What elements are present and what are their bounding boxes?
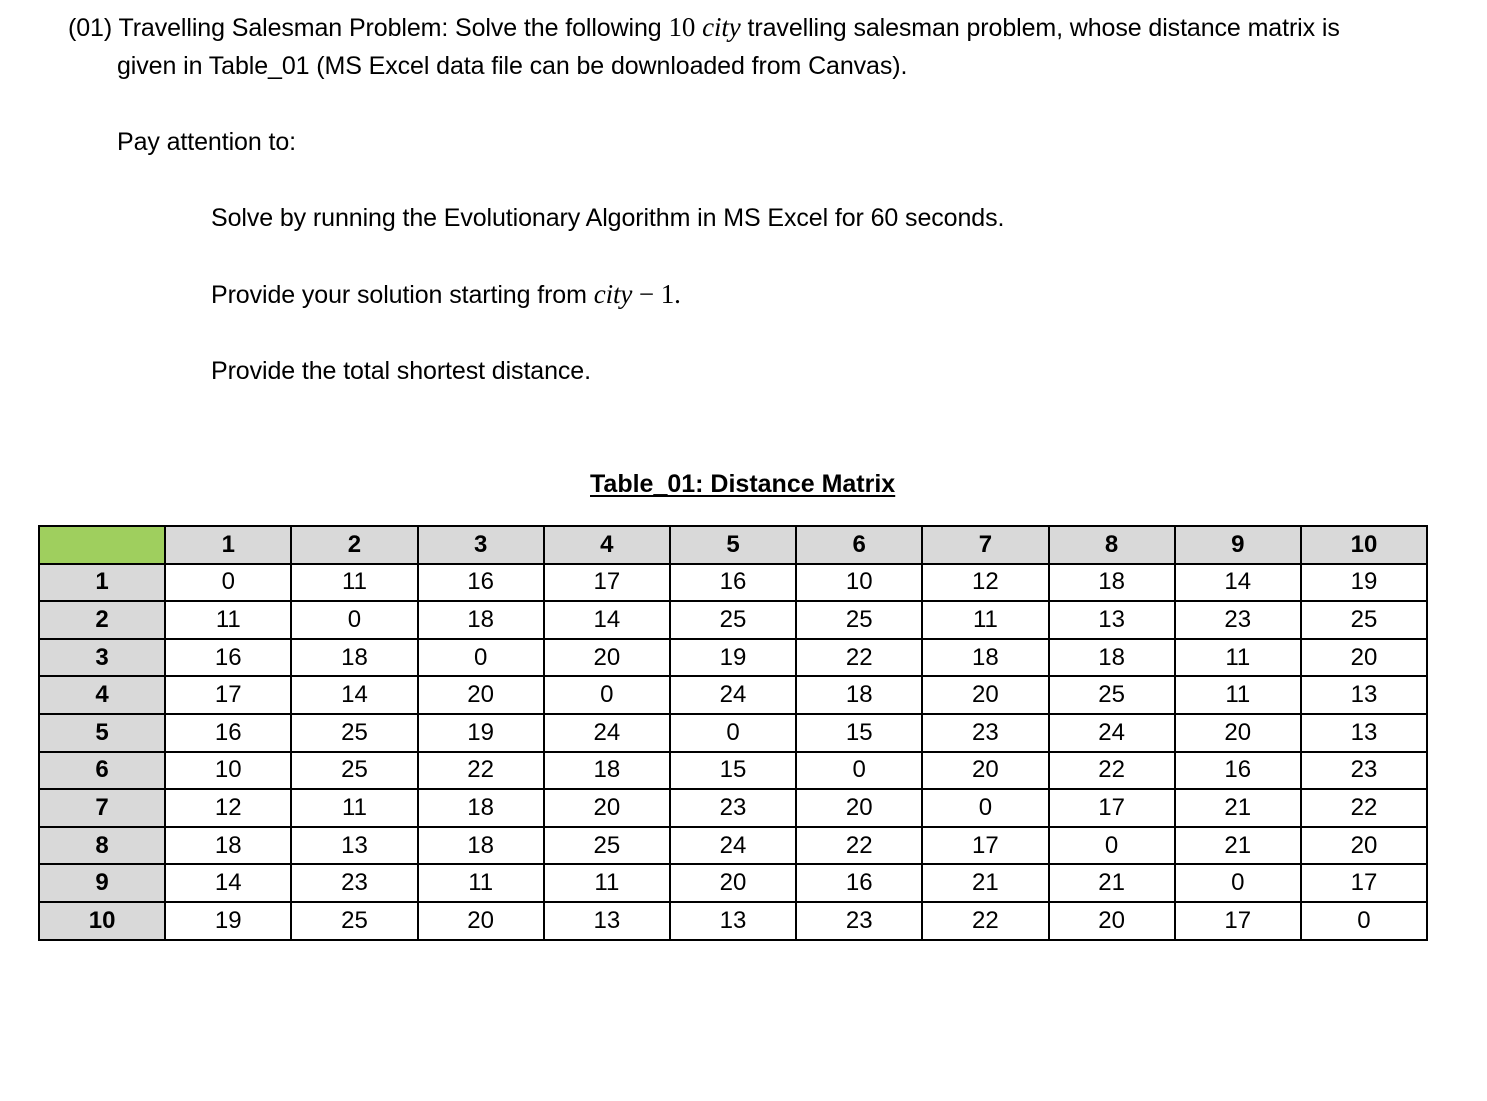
distance-cell: 10 — [165, 752, 291, 790]
table-row — [39, 639, 1427, 677]
distance-cell: 17 — [1049, 789, 1175, 827]
distance-cell: 16 — [165, 639, 291, 677]
column-header-5: 5 — [670, 526, 796, 564]
distance-cell: 0 — [922, 789, 1048, 827]
distance-cell: 0 — [670, 714, 796, 752]
distance-cell: 25 — [544, 827, 670, 865]
distance-cell: 18 — [922, 639, 1048, 677]
distance-cell: 18 — [544, 752, 670, 790]
question-line-1 — [68, 12, 1340, 43]
distance-cell: 24 — [544, 714, 670, 752]
row-header-8: 8 — [39, 827, 165, 865]
distance-cell: 16 — [796, 864, 922, 902]
distance-cell: 10 — [796, 564, 922, 602]
distance-cell: 17 — [1301, 864, 1427, 902]
distance-cell: 22 — [922, 902, 1048, 940]
distance-cell: 20 — [1301, 827, 1427, 865]
question-city-count: 10 — [668, 12, 696, 42]
distance-cell: 22 — [1301, 789, 1427, 827]
distance-cell: 25 — [291, 714, 417, 752]
distance-cell: 18 — [1049, 639, 1175, 677]
distance-cell: 20 — [418, 676, 544, 714]
column-header-1: 1 — [165, 526, 291, 564]
attention-heading: Pay attention to: — [117, 128, 296, 156]
distance-cell: 20 — [796, 789, 922, 827]
distance-cell: 23 — [1175, 601, 1301, 639]
distance-matrix-table — [38, 525, 1428, 941]
instruction-start-city — [211, 279, 681, 310]
distance-cell: 21 — [1175, 827, 1301, 865]
distance-cell: 20 — [1175, 714, 1301, 752]
distance-cell: 12 — [165, 789, 291, 827]
distance-cell: 14 — [291, 676, 417, 714]
distance-cell: 13 — [544, 902, 670, 940]
question-city-math: city — [702, 12, 741, 42]
distance-cell: 20 — [1049, 902, 1175, 940]
distance-cell: 23 — [291, 864, 417, 902]
distance-cell: 20 — [544, 789, 670, 827]
distance-cell: 0 — [544, 676, 670, 714]
table-row — [39, 752, 1427, 790]
distance-cell: 13 — [291, 827, 417, 865]
instruction-city-number: − 1. — [632, 279, 681, 309]
distance-cell: 11 — [1175, 676, 1301, 714]
row-header-10: 10 — [39, 902, 165, 940]
distance-cell: 25 — [670, 601, 796, 639]
distance-cell: 17 — [165, 676, 291, 714]
distance-cell: 13 — [1301, 714, 1427, 752]
distance-cell: 18 — [418, 827, 544, 865]
table-row — [39, 714, 1427, 752]
distance-cell: 23 — [670, 789, 796, 827]
distance-cell: 13 — [670, 902, 796, 940]
distance-cell: 0 — [291, 601, 417, 639]
table-caption: Table_01: Distance Matrix — [590, 470, 896, 498]
distance-cell: 0 — [165, 564, 291, 602]
distance-cell: 13 — [1049, 601, 1175, 639]
column-header-4: 4 — [544, 526, 670, 564]
distance-cell: 22 — [1049, 752, 1175, 790]
distance-cell: 22 — [796, 827, 922, 865]
distance-cell: 13 — [1301, 676, 1427, 714]
instruction-run-algorithm: Solve by running the Evolutionary Algorithm in MS Excel for 60 seconds. — [211, 204, 1005, 232]
table-row — [39, 564, 1427, 602]
distance-cell: 16 — [165, 714, 291, 752]
question-line-2: given in Table_01 (MS Excel data file can be downloaded from Canvas). — [117, 52, 908, 80]
distance-cell: 19 — [418, 714, 544, 752]
question-prefix: (01) Travelling Salesman Problem: Solve the following — [68, 14, 669, 42]
row-header-5: 5 — [39, 714, 165, 752]
table-row — [39, 902, 1427, 940]
distance-cell: 11 — [291, 789, 417, 827]
row-header-3: 3 — [39, 639, 165, 677]
distance-cell: 20 — [670, 864, 796, 902]
distance-cell: 25 — [796, 601, 922, 639]
distance-cell: 0 — [1049, 827, 1175, 865]
table-row — [39, 676, 1427, 714]
distance-cell: 14 — [544, 601, 670, 639]
distance-cell: 19 — [165, 902, 291, 940]
distance-cell: 0 — [1175, 864, 1301, 902]
distance-cell: 11 — [1175, 639, 1301, 677]
instruction-total-distance: Provide the total shortest distance. — [211, 357, 591, 385]
distance-cell: 17 — [544, 564, 670, 602]
distance-cell: 0 — [796, 752, 922, 790]
column-header-2: 2 — [291, 526, 417, 564]
distance-cell: 23 — [922, 714, 1048, 752]
table-row — [39, 864, 1427, 902]
distance-cell: 18 — [418, 789, 544, 827]
table-corner-cell — [39, 526, 165, 564]
distance-cell: 24 — [1049, 714, 1175, 752]
instruction-start-city-text: Provide your solution starting from — [211, 281, 594, 309]
column-header-9: 9 — [1175, 526, 1301, 564]
distance-cell: 11 — [291, 564, 417, 602]
row-header-1: 1 — [39, 564, 165, 602]
column-header-10: 10 — [1301, 526, 1427, 564]
distance-cell: 25 — [291, 752, 417, 790]
table-row — [39, 827, 1427, 865]
distance-cell: 18 — [1049, 564, 1175, 602]
distance-cell: 11 — [165, 601, 291, 639]
distance-cell: 22 — [796, 639, 922, 677]
column-header-3: 3 — [418, 526, 544, 564]
column-header-8: 8 — [1049, 526, 1175, 564]
table-row — [39, 601, 1427, 639]
distance-cell: 18 — [291, 639, 417, 677]
distance-cell: 19 — [670, 639, 796, 677]
distance-cell: 21 — [922, 864, 1048, 902]
distance-cell: 23 — [796, 902, 922, 940]
distance-cell: 18 — [418, 601, 544, 639]
distance-cell: 15 — [796, 714, 922, 752]
column-header-6: 6 — [796, 526, 922, 564]
distance-cell: 25 — [291, 902, 417, 940]
distance-cell: 18 — [796, 676, 922, 714]
distance-cell: 11 — [922, 601, 1048, 639]
distance-cell: 22 — [418, 752, 544, 790]
distance-cell: 21 — [1175, 789, 1301, 827]
distance-cell: 17 — [1175, 902, 1301, 940]
distance-cell: 0 — [1301, 902, 1427, 940]
table-header-row — [39, 526, 1427, 564]
distance-cell: 11 — [418, 864, 544, 902]
distance-cell: 24 — [670, 676, 796, 714]
distance-cell: 20 — [922, 752, 1048, 790]
distance-cell: 20 — [544, 639, 670, 677]
question-suffix: travelling salesman problem, whose distance matrix is — [740, 14, 1340, 42]
distance-cell: 18 — [165, 827, 291, 865]
distance-cell: 16 — [1175, 752, 1301, 790]
distance-cell: 20 — [922, 676, 1048, 714]
row-header-7: 7 — [39, 789, 165, 827]
row-header-2: 2 — [39, 601, 165, 639]
table-row — [39, 789, 1427, 827]
distance-cell: 17 — [922, 827, 1048, 865]
distance-cell: 20 — [418, 902, 544, 940]
distance-cell: 16 — [670, 564, 796, 602]
distance-cell: 11 — [544, 864, 670, 902]
distance-cell: 24 — [670, 827, 796, 865]
distance-cell: 12 — [922, 564, 1048, 602]
distance-cell: 21 — [1049, 864, 1175, 902]
column-header-7: 7 — [922, 526, 1048, 564]
distance-cell: 25 — [1301, 601, 1427, 639]
distance-cell: 16 — [418, 564, 544, 602]
distance-cell: 20 — [1301, 639, 1427, 677]
distance-cell: 19 — [1301, 564, 1427, 602]
distance-cell: 14 — [1175, 564, 1301, 602]
row-header-9: 9 — [39, 864, 165, 902]
distance-cell: 0 — [418, 639, 544, 677]
distance-cell: 25 — [1049, 676, 1175, 714]
distance-cell: 23 — [1301, 752, 1427, 790]
distance-cell: 14 — [165, 864, 291, 902]
instruction-city-math: city — [593, 279, 633, 309]
distance-cell: 15 — [670, 752, 796, 790]
row-header-6: 6 — [39, 752, 165, 790]
row-header-4: 4 — [39, 676, 165, 714]
